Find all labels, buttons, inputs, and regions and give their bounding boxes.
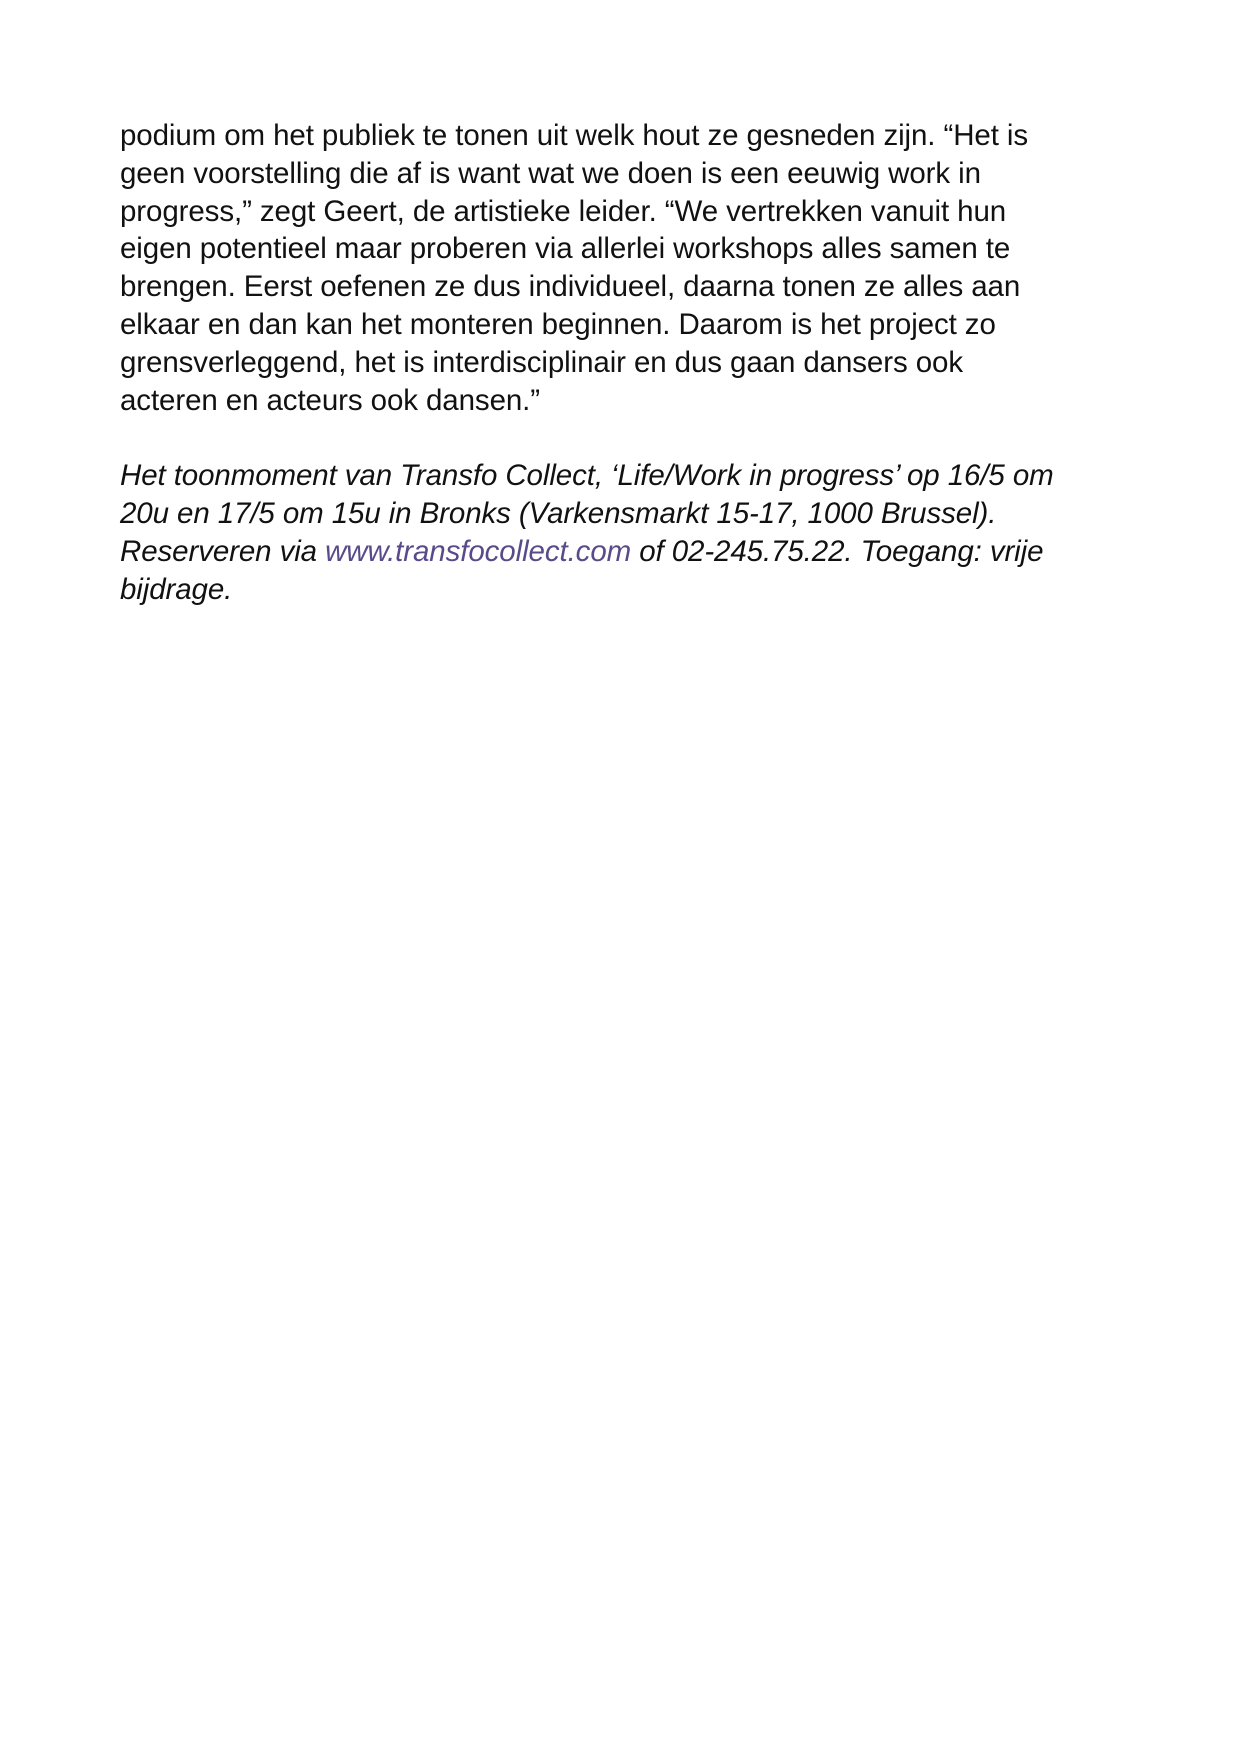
body-line: elkaar en dan kan het monteren beginnen. Daarom is het project zo (120, 307, 996, 341)
website-link[interactable]: www.transfocollect.com (325, 534, 632, 568)
body-line: brengen. Eerst oefenen ze dus individueel, daarna tonen ze alles aan (120, 270, 1021, 304)
document-content (120, 117, 1130, 608)
body-line: progress,” zegt Geert, de artistieke leider. “We vertrekken vanuit hun (120, 194, 1007, 228)
body-line: eigen potentieel maar proberen via allerlei workshops alles samen te (120, 232, 1011, 266)
body-line: podium om het publiek te tonen uit welk hout ze gesneden zijn. “Het is (120, 119, 1029, 152)
body-paragraph (120, 117, 1130, 419)
event-info-line: bijdrage. (120, 572, 233, 606)
reservation-suffix: of 02-245.75.22. Toegang: vrije (631, 534, 1044, 568)
reservation-prefix: Reserveren via (120, 534, 326, 568)
event-info-line-reservation (120, 533, 1130, 571)
event-info-line: Het toonmoment van Transfo Collect, ‘Life/Work in progress’ op 16/5 om (120, 459, 1054, 493)
body-line: grensverleggend, het is interdisciplinair en dus gaan dansers ook (120, 345, 963, 379)
body-line: acteren en acteurs ook dansen.” (120, 383, 540, 417)
body-line: geen voorstelling die af is want wat we doen is een eeuwig work in (120, 156, 981, 190)
event-info-paragraph (120, 457, 1130, 608)
event-info-line: 20u en 17/5 om 15u in Bronks (Varkensmarkt 15-17, 1000 Brussel). (120, 496, 997, 530)
